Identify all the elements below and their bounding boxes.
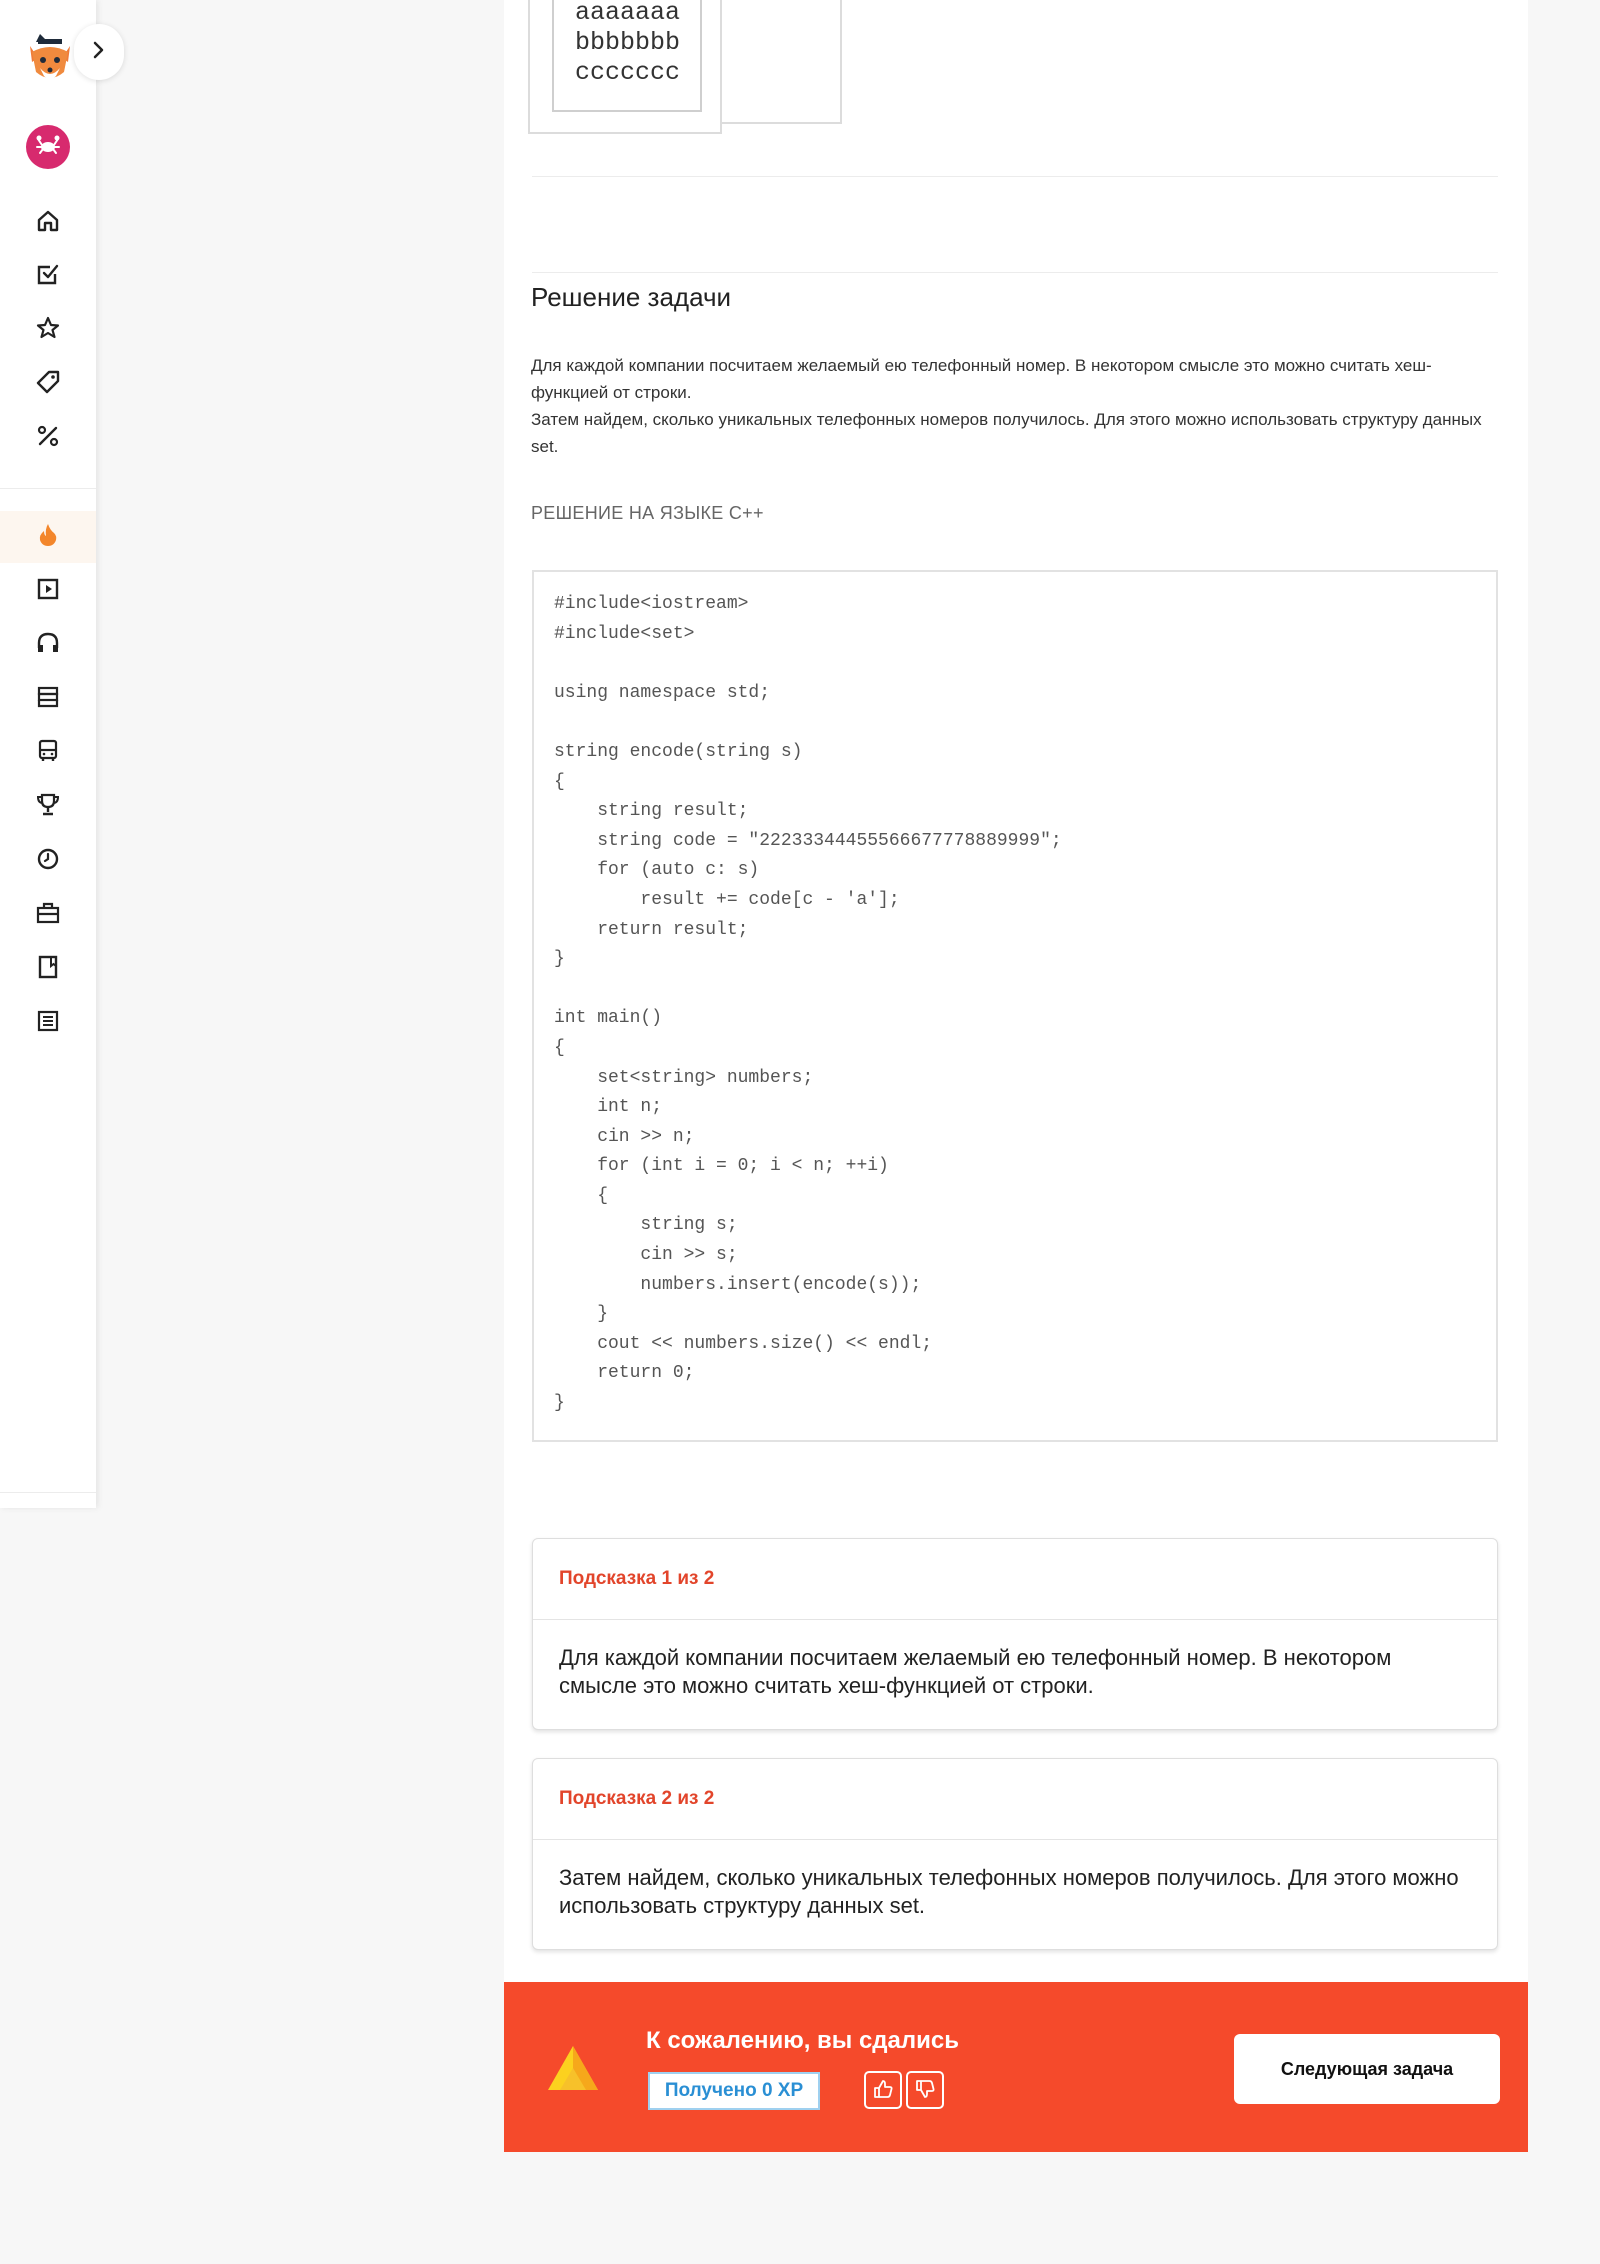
fox-logo-icon[interactable] [26,32,74,86]
hint-card [532,1758,1498,1950]
dislike-button[interactable] [906,2071,944,2109]
sidebar-item-tags[interactable] [0,358,96,410]
example-line: ccccccc [575,58,681,87]
avatar[interactable] [26,125,70,169]
fire-icon [36,522,60,553]
briefcase-icon [35,900,61,931]
sidebar-expand-button[interactable] [74,24,124,80]
hint-card [532,1538,1498,1730]
thumbs-down-icon [914,2078,936,2103]
example-line: aaaaaaa [575,0,681,27]
example-frame-right [710,0,842,124]
tag-icon [35,369,61,400]
divider [532,272,1498,273]
percent-icon [35,423,61,454]
chevron-right-icon [92,40,106,65]
crab-icon [34,133,62,162]
sidebar-item-achievements[interactable] [0,781,96,833]
courses-icon [35,684,61,715]
sidebar-item-home[interactable] [0,197,96,249]
next-task-button[interactable]: Следующая задача [1234,2034,1500,2104]
sidebar-divider [0,488,96,489]
sidebar-item-transport[interactable] [0,727,96,779]
clock-icon [35,846,61,877]
sidebar-item-history[interactable] [0,835,96,887]
list-icon [35,1008,61,1039]
trophy-icon [35,792,61,823]
sidebar [0,0,96,1508]
sidebar-item-videos[interactable] [0,565,96,617]
thumbs-up-icon [872,2078,894,2103]
headphones-icon [35,630,61,661]
sidebar-item-notes[interactable] [0,997,96,1049]
sidebar-divider [0,1492,96,1493]
sidebar-item-favorites[interactable] [0,304,96,356]
hint-title[interactable]: Подсказка 1 из 2 [533,1539,1497,1620]
solution-language-label: РЕШЕНИЕ НА ЯЗЫКЕ C++ [531,503,764,523]
sidebar-item-podcasts[interactable] [0,619,96,671]
sidebar-item-jobs[interactable] [0,889,96,941]
solution-paragraph: Затем найдем, сколько уникальных телефонных номеров получилось. Для этого можно использовать структуру данных set. [531,410,1482,456]
like-button[interactable] [864,2071,902,2109]
xp-badge: Получено 0 XP [648,2072,820,2110]
solution-code: #include<iostream> #include<set> using namespace std; string encode(string s) { string result; string code = "22233344455566677778889999"; for (auto c: s) result += code[c - 'a']; return result; } int main() { set<string> numbers; int n; cin >> n; for (int i = 0; i < n; ++i) { string s; cin >> s; numbers.insert(encode(s)); } cout << numbers.size() << endl; return 0; } [554,594,1062,1414]
sidebar-item-tasks[interactable] [0,250,96,302]
example-line: bbbbbbb [575,28,681,57]
sidebar-item-discounts[interactable] [0,412,96,464]
divider [532,176,1498,177]
hint-text: Для каждой компании посчитаем желаемый ею телефонный номер. В некотором смысле это можно считать хеш-функцией от строки. [559,1645,1392,1698]
solution-paragraph: Для каждой компании посчитаем желаемый ею телефонный номер. В некотором смысле это можно считать хеш-функцией от строки. [531,356,1432,402]
video-play-icon [35,576,61,607]
sidebar-item-notebook[interactable] [0,943,96,995]
solution-title: Решение задачи [531,282,732,312]
tasks-check-icon [35,261,61,292]
sidebar-item-courses[interactable] [0,673,96,725]
notebook-icon [35,954,61,985]
warning-triangle-icon [546,2042,600,2096]
home-icon [35,208,61,239]
hint-title[interactable]: Подсказка 2 из 2 [533,1759,1497,1840]
sidebar-item-challenges[interactable] [0,511,96,563]
star-icon [35,315,61,346]
bus-icon [35,738,61,769]
result-message: К сожалению, вы сдались [646,2027,959,2054]
example-text [575,0,680,88]
hint-text: Затем найдем, сколько уникальных телефонных номеров получилось. Для этого можно использовать структуру данных set. [559,1865,1459,1918]
